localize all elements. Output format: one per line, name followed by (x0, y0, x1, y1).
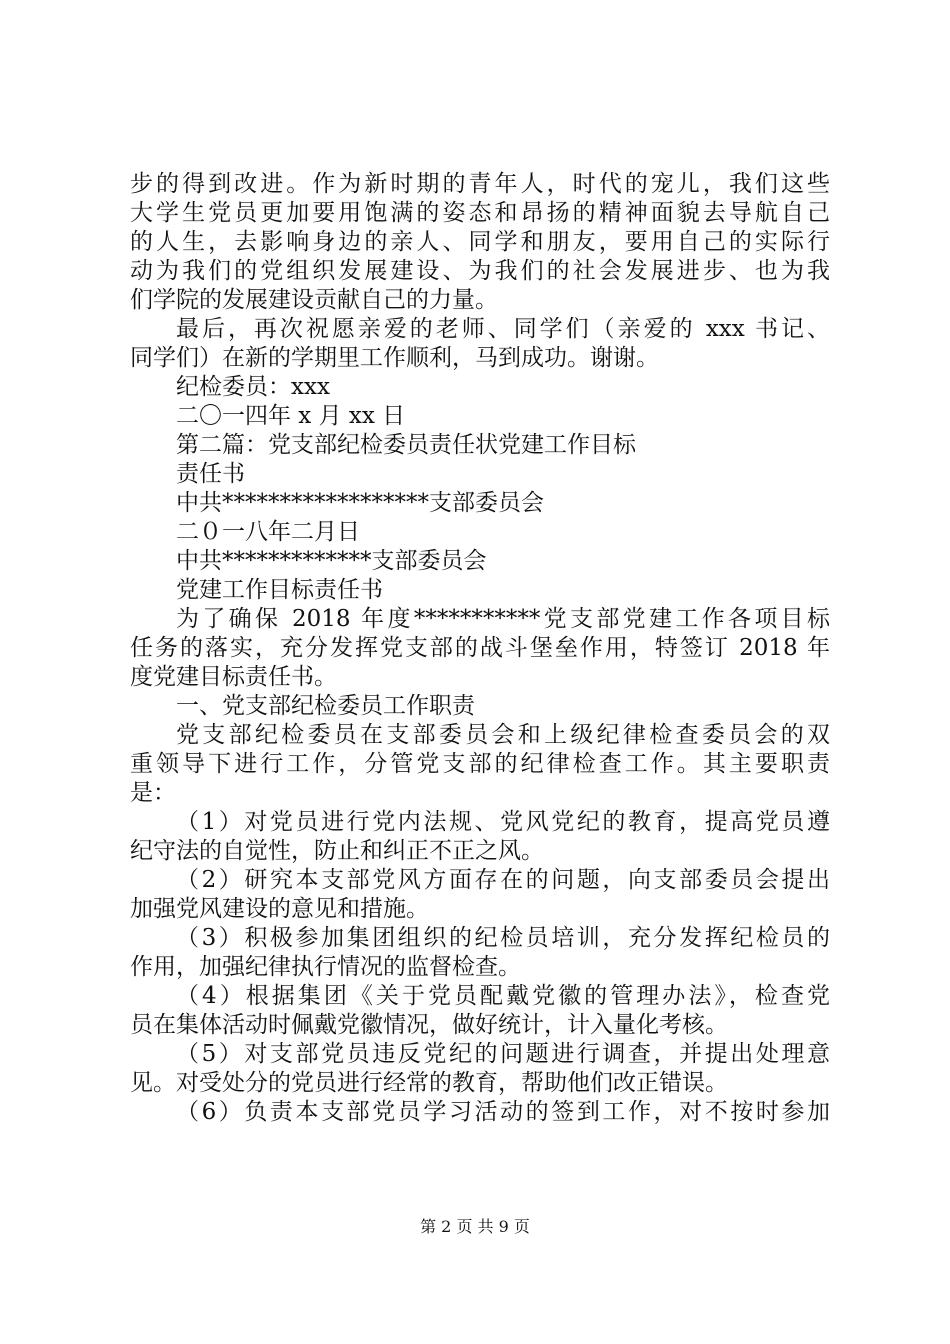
list-item-line: 见。对受处分的党员进行经常的教育，帮助他们改正错误。 (130, 1070, 728, 1096)
paragraph-line: 的人生，去影响身边的亲人、同学和朋友，要用自己的实际行 (130, 229, 830, 255)
section-heading: 第二篇：党支部纪检委员责任状党建工作目标 (176, 432, 636, 458)
document-body (130, 170, 830, 1127)
list-item-line: （4）根据集团《关于党员配戴党徽的管理办法》，检查党 (176, 983, 830, 1009)
date-line: 二〇一四年 x 月 xx 日 (176, 403, 406, 429)
paragraph-line: 为了确保 2018 年度***********党支部党建工作各项目标 (176, 606, 830, 632)
paragraph-line: 们学院的发展建设贡献自己的力量。 (130, 287, 498, 313)
list-item-line: 作用，加强纪律执行情况的监督检查。 (130, 954, 521, 980)
section-heading: 责任书 (176, 461, 245, 487)
list-item-line: （1）对党员进行党内法规、党风党纪的教育，提高党员遵 (176, 809, 830, 835)
paragraph-line: 同学们）在新的学期里工作顺利，马到成功。谢谢。 (130, 345, 659, 371)
page-number-footer: 第 2 页 共 9 页 (420, 1217, 530, 1236)
list-item-line: （2）研究本支部党风方面存在的问题，向支部委员会提出 (176, 867, 830, 893)
list-item-line: 纪守法的自觉性，防止和纠正不正之风。 (130, 838, 544, 864)
paragraph-line: 最后，再次祝愿亲爱的老师、同学们（亲爱的 xxx 书记、 (176, 316, 830, 342)
document-title: 党建工作目标责任书 (176, 577, 383, 603)
list-item-line: （5）对支部党员违反党纪的问题进行调查，并提出处理意 (176, 1041, 830, 1067)
signature-line: 纪检委员：xxx (176, 374, 330, 400)
paragraph-line: 重领导下进行工作，分管党支部的纪律检查工作。其主要职责 (130, 751, 830, 777)
paragraph-line: 度党建目标责任书。 (130, 664, 337, 690)
list-item-line: 员在集体活动时佩戴党徽情况，做好统计，计入量化考核。 (130, 1012, 728, 1038)
date-line: 二０一八年二月日 (176, 519, 360, 545)
list-item-line: （6）负责本支部党员学习活动的签到工作，对不按时参加 (176, 1099, 830, 1125)
paragraph-line: 党支部纪检委员在支部委员会和上级纪律检查委员会的双 (176, 722, 830, 748)
section-heading: 一、党支部纪检委员工作职责 (176, 693, 475, 719)
list-item-line: （3）积极参加集团组织的纪检员培训，充分发挥纪检员的 (176, 925, 830, 951)
list-item-line: 加强党风建设的意见和措施。 (130, 896, 429, 922)
paragraph-line: 任务的落实，充分发挥党支部的战斗堡垒作用，特签订 2018 年 (130, 635, 830, 661)
paragraph-line: 是： (130, 780, 176, 806)
paragraph-line: 步的得到改进。作为新时期的青年人，时代的宠儿，我们这些 (130, 171, 830, 197)
org-line: 中共*************支部委员会 (176, 548, 487, 574)
paragraph-line: 大学生党员更加要用饱满的姿态和昂扬的精神面貌去导航自己 (130, 200, 830, 226)
org-line: 中共******************支部委员会 (176, 490, 544, 516)
paragraph-line: 动为我们的党组织发展建设、为我们的社会发展进步、也为我 (130, 258, 830, 284)
